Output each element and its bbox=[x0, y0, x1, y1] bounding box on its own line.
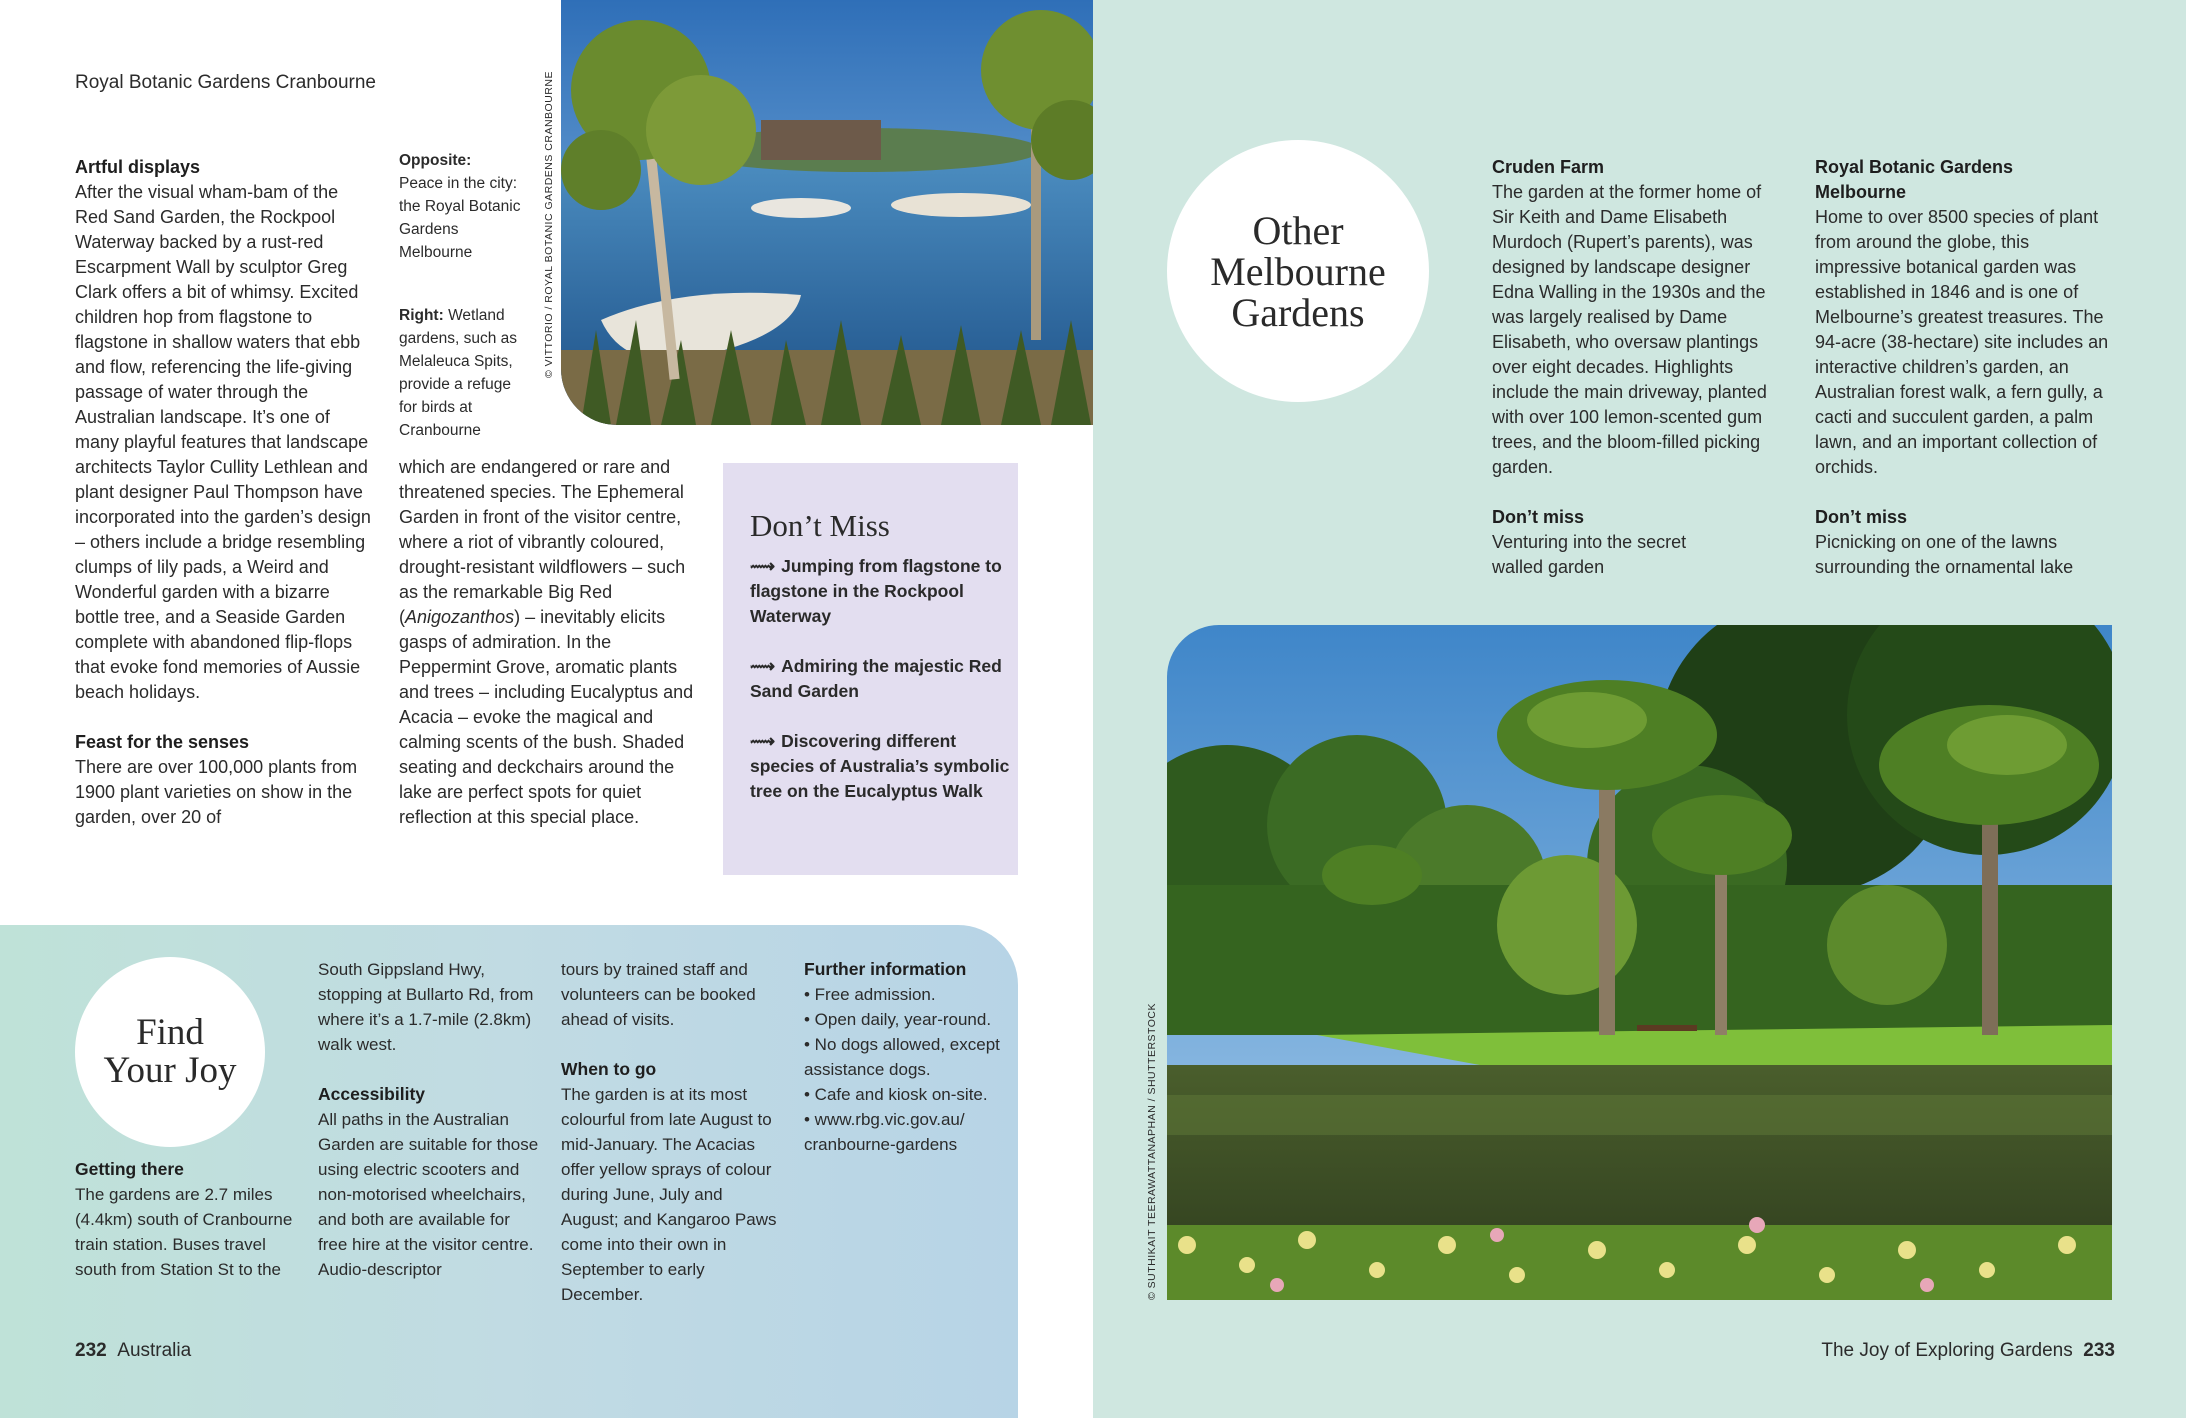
dont-miss-item: ⟿ Discovering different species of Australia’s symbolic tree on the Eucalyptus Walk bbox=[750, 731, 1010, 801]
cruden-farm-dont-miss-text: Venturing into the secret walled garden bbox=[1492, 532, 1687, 577]
rbg-melbourne-text: Home to over 8500 species of plant from around the globe, this impressive botanical garden was established in 1846 and is one of Melbourne’s greatest treasures. The 94-acre (38-hectare) site includes an interactive children’s garden, an Australian forest walk, a fern gully, a cacti and succulent garden, a palm lawn, and an important collection of orchids. bbox=[1815, 207, 2109, 477]
further-info-item: • Cafe and kiosk on-site. bbox=[804, 1085, 988, 1104]
further-information-section bbox=[804, 957, 1009, 1157]
getting-there-heading: Getting there bbox=[75, 1159, 184, 1179]
column-two-text-a: which are endangered or rare and threatened species. The Ephemeral Garden in front of the visitor centre, where a riot of vibrantly coloured, drought-resistant wildflowers – such as the remarkable Big Red ( bbox=[399, 457, 686, 627]
other-gardens-circle bbox=[1167, 140, 1429, 402]
rbg-melbourne-dont-miss-text: Picnicking on one of the lawns surrounding the ornamental lake bbox=[1815, 532, 2074, 577]
rbg-melbourne-dont-miss-heading: Don’t miss bbox=[1815, 507, 1908, 527]
folio-right-label: The Joy of Exploring Gardens bbox=[1821, 1340, 2073, 1361]
getting-there-text: The gardens are 2.7 miles (4.4km) south of Cranbourne train station. Buses travel south from Station St to the bbox=[75, 1185, 293, 1279]
photo-credit-cranbourne: © VITTORIO / ROYAL BOTANIC GARDENS CRANBOURNE bbox=[543, 71, 555, 378]
column-two-italic: Anigozanthos bbox=[405, 607, 515, 627]
when-to-go-text: The garden is at its most colourful from late August to mid-January. The Acacias offer yellow sprays of colour during June, July and August; and Kangaroo Paws come into their own in September to early December. bbox=[561, 1085, 777, 1304]
paragraph-feast-for-senses: There are over 100,000 plants from 1900 plant varieties on show in the garden, over 20 of bbox=[75, 757, 358, 827]
photo-melbourne-lake-palms bbox=[1167, 625, 2112, 1300]
accessibility-heading: Accessibility bbox=[318, 1084, 425, 1104]
arrow-right-icon: ⟿ bbox=[750, 556, 776, 576]
dont-miss-item: ⟿ Admiring the majestic Red Sand Garden bbox=[750, 656, 1002, 701]
other-gardens-title-line3: Gardens bbox=[1231, 289, 1365, 335]
arrow-right-icon: ⟿ bbox=[750, 731, 776, 751]
find-your-joy-title-line1: Find bbox=[136, 1012, 204, 1053]
column-two-text-b: ) – inevitably elicits gasps of admiration. In the Peppermint Grove, aromatic plants and trees – including Eucalyptus and Acacia – evoke the magical and calming scents of the bush. Shaded seating and deckchairs around the lake are perfect spots for quiet reflection at this special place. bbox=[399, 607, 694, 827]
find-your-joy-title-line2: Your Joy bbox=[103, 1050, 237, 1091]
rbg-melbourne-heading: Royal Botanic Gardens Melbourne bbox=[1815, 157, 2014, 202]
paragraph-artful-displays: After the visual wham-bam of the Red Sand Garden, the Rockpool Waterway backed by a rust-red Escarpment Wall by sculptor Greg Clark offers a bit of whimsy. Excited children hop from flagstone to flagstone in shallow waters that ebb and flow, referencing the life-giving passage of water through the Australian landscape. It’s one of many playful features that landscape architects Taylor Cullity Lethlean and plant designer Paul Thompson have incorporated into the garden’s design – others include a bridge resembling clumps of lily pads, a Weird and Wonderful garden with a bizarre bottle tree, and a Seaside Garden complete with abandoned flip-flops that evoke fond memories of Aussie beach holidays. bbox=[75, 182, 371, 702]
photo-cranbourne-rockpool bbox=[561, 0, 1093, 425]
cruden-farm-section bbox=[1492, 155, 1787, 580]
column-two bbox=[399, 455, 699, 830]
accessibility-text: All paths in the Australian Garden are suitable for those using electric scooters and non-motorised wheelchairs, and both are available for free hire at the visitor centre. Audio-descriptor bbox=[318, 1110, 539, 1279]
cruden-farm-text: The garden at the former home of Sir Keith and Dame Elisabeth Murdoch (Rupert’s parents), was designed by landscape designer Edna Walling in the 1930s and the was largely realised by Dame Elisabeth, who oversaw plantings over eight decades. Highlights include the main driveway, planted with over 100 lemon-scented gum trees, and the bloom-filled picking garden. bbox=[1492, 182, 1767, 477]
accessibility-continued: tours by trained staff and volunteers can be booked ahead of visits. bbox=[561, 960, 756, 1029]
caption-opposite-text: Peace in the city: the Royal Botanic Gardens Melbourne bbox=[399, 175, 521, 261]
caption-right-text: Wetland gardens, such as Melaleuca Spits, provide a refuge for birds at Cranbourne bbox=[399, 307, 518, 439]
caption-right bbox=[399, 304, 524, 442]
find-your-joy-circle bbox=[75, 957, 265, 1147]
further-info-item: • No dogs allowed, except assistance dogs. bbox=[804, 1035, 1000, 1079]
dont-miss-content bbox=[750, 508, 1010, 804]
caption-opposite bbox=[399, 149, 534, 264]
further-information-heading: Further information bbox=[804, 959, 967, 979]
dont-miss-title: Don’t Miss bbox=[750, 508, 890, 543]
rbg-melbourne-section bbox=[1815, 155, 2115, 580]
arrow-right-icon: ⟿ bbox=[750, 656, 776, 676]
further-info-link[interactable]: • www.rbg.vic.gov.au/ cranbourne-gardens bbox=[804, 1110, 965, 1154]
caption-opposite-label: Opposite: bbox=[399, 152, 472, 169]
page-number-right: 233 bbox=[2083, 1340, 2115, 1361]
photo-credit-melbourne: © SUTHIKAIT TEERAWATTANAPHAN / SHUTTERSTOCK bbox=[1146, 1002, 1158, 1300]
further-info-item: • Free admission. bbox=[804, 985, 936, 1004]
page-number-left: 232 bbox=[75, 1340, 107, 1361]
accessibility-section bbox=[318, 957, 540, 1282]
heading-feast-for-senses: Feast for the senses bbox=[75, 732, 250, 752]
further-info-item: • Open daily, year-round. bbox=[804, 1010, 992, 1029]
heading-artful-displays: Artful displays bbox=[75, 157, 201, 177]
getting-there-continued: South Gippsland Hwy, stopping at Bullarto Rd, from where it’s a 1.7-mile (2.8km) walk west. bbox=[318, 960, 534, 1054]
getting-there-section bbox=[75, 1157, 295, 1282]
when-to-go-heading: When to go bbox=[561, 1059, 657, 1079]
cruden-farm-heading: Cruden Farm bbox=[1492, 157, 1605, 177]
other-gardens-title-line1: Other bbox=[1252, 207, 1344, 253]
caption-right-label: Right: bbox=[399, 307, 444, 324]
folio-right bbox=[1750, 1340, 2115, 1362]
when-to-go-section bbox=[561, 957, 783, 1307]
other-gardens-title-line2: Melbourne bbox=[1210, 248, 1386, 294]
column-one bbox=[75, 155, 375, 830]
cruden-farm-dont-miss-heading: Don’t miss bbox=[1492, 507, 1585, 527]
folio-left bbox=[75, 1340, 191, 1362]
dont-miss-item: ⟿ Jumping from flagstone to flagstone in the Rockpool Waterway bbox=[750, 556, 1002, 626]
folio-left-label: Australia bbox=[117, 1340, 192, 1361]
running-head: Royal Botanic Gardens Cranbourne bbox=[75, 72, 377, 93]
